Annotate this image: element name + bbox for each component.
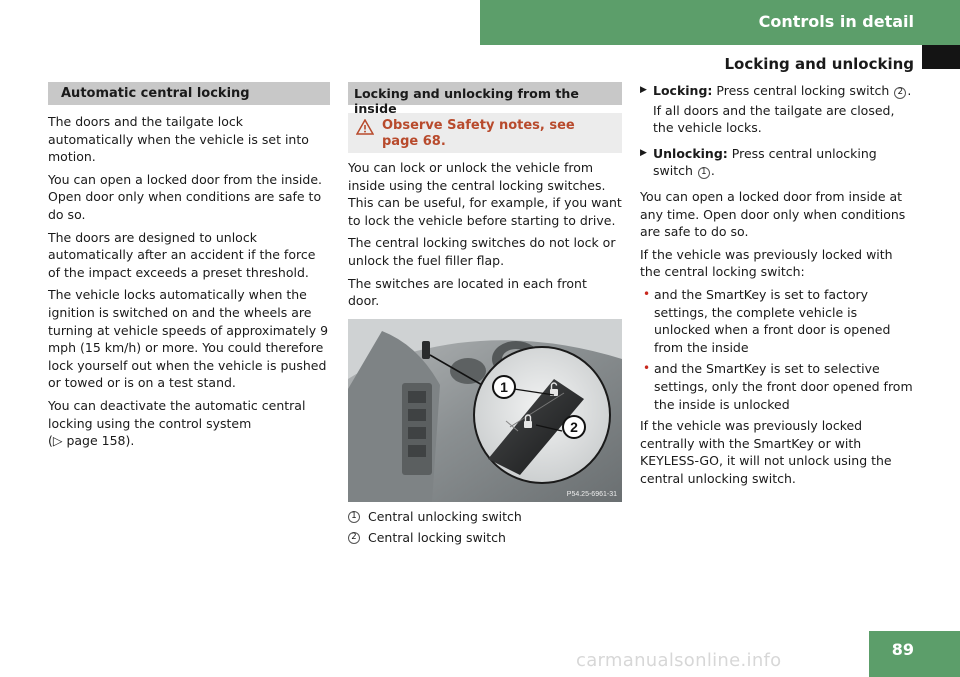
warning-triangle-icon <box>356 119 374 135</box>
subsection-title: Locking and unlocking <box>724 55 914 73</box>
paragraph: The central locking switches do not lock or unlock the fuel filler flap. <box>348 235 616 268</box>
column-inside-locking <box>348 82 622 551</box>
bullet-text: and the SmartKey is set to selective settings, only the front door opened from the inside is unlocked <box>654 361 913 412</box>
photo-reference-code: P54.25-6961-31 <box>566 490 617 498</box>
paragraph-text: You can deactivate the automatic central locking using the control system <box>48 397 306 431</box>
corner-marker <box>922 45 960 69</box>
step-label: Locking: <box>653 83 713 98</box>
step-text-end: . <box>907 83 912 98</box>
step-arrow-icon: ▶ <box>640 85 647 95</box>
photo-callout-1: 1 <box>500 378 508 395</box>
step-text-end: . <box>710 163 715 179</box>
door-switch-photo <box>348 319 622 502</box>
warning-text[interactable] <box>382 118 575 153</box>
paragraph: The switches are located in each front door. <box>348 275 587 309</box>
bullet-text: and the SmartKey is set to factory settings, the complete vehicle is unlocked when a front door is opened from the inside <box>654 286 891 355</box>
page-number: 89 <box>891 640 914 659</box>
step-unlocking <box>640 145 916 182</box>
step-arrow-icon: ▶ <box>640 147 647 158</box>
paragraph: You can lock or unlock the vehicle from inside using the central locking switches. This can be useful, for example, if you want to lock the vehicle before starting to drive. <box>348 160 622 228</box>
legend-label: Central locking switch <box>368 530 506 546</box>
legend-item <box>348 508 622 526</box>
paragraph: The vehicle locks automatically when the ignition is switched on and the wheels are turning at vehicle speeds of approximately 9 mph (15 km/h) or more. You could therefore lock yourself out when the vehicle is pushed or towed or is on a test stand. <box>48 287 329 391</box>
warning-line: Observe Safety notes, see <box>382 118 575 133</box>
paragraph: The doors and the tailgate lock automatically when the vehicle is set into motion. <box>48 114 309 165</box>
page-number-box <box>869 631 960 677</box>
watermark: carmanualsonline.info <box>576 650 782 671</box>
callout-number: 1 <box>348 511 360 523</box>
step-note: If all doors and the tailgate are closed, the vehicle locks. <box>653 102 895 136</box>
warning-box <box>348 113 622 153</box>
legend-label: Central unlocking switch <box>368 508 522 524</box>
switch-number: 1 <box>698 167 710 179</box>
switch-number: 2 <box>894 87 906 99</box>
bullet-dot-icon: • <box>643 286 651 301</box>
callout-number: 2 <box>348 532 360 544</box>
section-title: Controls in detail <box>758 12 914 31</box>
column-instructions <box>640 82 916 492</box>
paragraph: You can open a locked door from the inside. Open door only when conditions are safe to do so. <box>48 171 323 222</box>
photo-callout-2: 2 <box>570 418 578 435</box>
step-label: Unlocking: <box>653 145 728 161</box>
step-text: Press central locking switch <box>716 83 890 98</box>
step-text: Press central unlocking switch <box>653 145 877 179</box>
bullet-item <box>640 286 916 356</box>
paragraph: If the vehicle was previously locked with the central locking switch: <box>640 246 893 280</box>
bullet-dot-icon: • <box>643 361 651 376</box>
column-automatic-locking <box>48 82 330 455</box>
paragraph: If the vehicle was previously locked centrally with the SmartKey or with KEYLESS-GO, it will not unlock using the central unlocking switch. <box>640 418 892 486</box>
warning-page-link[interactable]: page 68. <box>382 134 446 149</box>
section-heading: Locking and unlocking from the inside <box>348 82 622 105</box>
step-locking <box>640 82 916 139</box>
section-heading: Automatic central locking <box>48 82 330 105</box>
paragraph <box>48 397 330 450</box>
paragraph: You can open a locked door from inside at any time. Open door only when conditions are safe to do so. <box>640 188 906 240</box>
paragraph: The doors are designed to unlock automatically after an accident if the force of the impact exceeds a preset threshold. <box>48 229 316 280</box>
page-reference-link[interactable]: (▷ page 158). <box>48 433 135 449</box>
legend-item <box>348 529 622 547</box>
bullet-item <box>640 360 916 413</box>
